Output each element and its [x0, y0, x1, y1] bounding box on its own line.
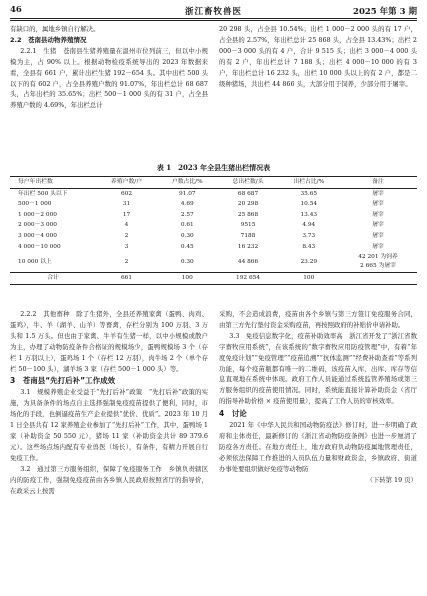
left-column-top: [10, 24, 208, 111]
table-cell: 4.69: [180, 201, 194, 208]
table-cell: 3: [124, 243, 129, 250]
table-cell: 4: [124, 222, 129, 229]
page-number: 46: [10, 5, 22, 15]
table-cell: 3.73: [302, 232, 316, 239]
table-cell: 0.45: [180, 243, 194, 250]
table-cell: 100: [181, 275, 193, 282]
table-cell: 2.57: [180, 211, 194, 218]
table-row: [10, 242, 417, 253]
table-cell: 0.61: [180, 222, 194, 229]
table-cell: 602: [120, 190, 133, 197]
table-cell: 屠宰: [372, 232, 384, 239]
column-header: 总出栏数/头: [232, 179, 264, 185]
paragraph: 采购，不会造成浪费，疫苗由各个乡镇与第三方签订免疫服务合同，由第三方先行垫付资金采购疫苗，再按照政府的补贴价申请补助。: [219, 310, 417, 329]
column-header: 出栏占比/%: [293, 179, 325, 185]
table-row: [10, 220, 417, 231]
paragraph: 20 298 头，占全县 10.54%；出栏 1 000－2 000 头的有 17 户，占全县的 2.57%，年出栏总计 25 868 头，占全县 13.43%；出栏 2 000－3 000 头的有 4 户，合计 9 515 头；出栏 3 000－4 000 头的有 2 户，年出栏总计 7 188 头；出栏 4 000－10 000 的有 3 户，年出栏总计 16 232 头，出栏 10 000 头以上的有 2 户，都是二级种猪场，共出栏 44 866 头，大部分用于饲养，少部分用于屠宰。: [219, 25, 417, 88]
hog-slaughter-table: [10, 176, 417, 285]
table-cell: 4 000－10 000: [18, 243, 61, 250]
table-total-row: [10, 273, 417, 285]
table-cell: 合计: [47, 275, 59, 282]
section-heading: 3 苍南县“先打后补”工作成效: [10, 376, 116, 386]
table-row: [10, 231, 417, 242]
table-caption: 表 1 2023 年全县生猪出栏情况表: [156, 163, 271, 172]
right-column-top: [219, 24, 417, 89]
table-row: [10, 199, 417, 210]
table-header-row: [10, 177, 417, 189]
section-heading: 2.2 苍南县动物养殖情况: [10, 35, 87, 44]
paragraph: 3.2 通过第三方服务组织，保障了免疫服务工作 乡镇负责辖区内的防疫工作，强制免疫疫苗由各乡镇人民政府按照省厅的指导价，在政采云上按需: [10, 464, 208, 495]
table-cell: 68 687: [237, 190, 259, 197]
table-cell: 9515: [240, 222, 256, 229]
paragraph: 3.3 免疫信息数字化，疫苗补助效率高 浙江省开发了“浙江省数字畜牧应用系统”，在该系统的“数字畜牧应用防疫管理”中，有着“年度免疫计划”“免疫管理”“疫苗追溯”“抗体监测”“经费补助查看”等系列功能，每个疫苗瓶都有唯一的二维码，该疫苗入库、出库、库存等信息直观地在系统中体现。政府工作人员能通过系统监管养殖场或第三方服务组织的疫苗使用情况。同时，系统能直接计算补助资金（省厅的指导补助价格 × 疫苗使用量），提高了工作人员的审核效率。: [219, 331, 417, 406]
table-cell: 35.65: [300, 190, 318, 197]
table-cell: 0.30: [180, 258, 194, 265]
table-cell: 91.07: [178, 190, 196, 197]
table-cell: 年出栏 500 头以下: [18, 190, 68, 197]
table-cell: 屠宰: [372, 243, 384, 250]
table-cell: 屠宰: [372, 211, 384, 218]
table-cell: 17: [122, 211, 131, 218]
paragraph: 2.2.2 其他畜种 除了生猪外，全县还养殖家禽（蛋鸭、肉鸡、蛋鸡），牛、羊（湖羊、山羊）等畜禽，存栏分别为 100 万羽、3 万头和 1.5 万头。但也由于家禽、牛羊有生猪一样，以中小规模或散户为主，办理了动物防疫条件合格证的规模场少，蛋鸭规模场 3 个（存栏 1 万羽以上），蛋鸡场 1 个（存栏 12 万羽），肉牛场 2 个（单个存栏 50－100 头），湖羊场 3 家（存栏 500－1 000 头）等。: [10, 310, 208, 373]
table-cell: 25 868: [237, 211, 259, 218]
header-rule-thin: [10, 20, 417, 21]
journal-title: 浙江畜牧兽医: [184, 7, 242, 17]
table-cell: 661: [120, 275, 133, 282]
paragraph: 3.1 规模养殖企业受益于“先打后补”政策 “先打后补”政策的实施，为具备条件的场点自主选择强制免疫疫苗提供了便利，同时，市场化的手段，也倒逼疫苗生产企业提供“优价、优质”。2023 年 10 月1 日全县共有 12 家养殖企业参加了“先打后补”工作，其中，蛋鸭场 1 家（补助资金 50 550 元），猪场 11 家（补助资金共计 89 379.6 元）。这些场点场内配有专业兽医（场长），有条件，有精力开展自行免疫工作。: [10, 388, 208, 462]
table-cell-note: 42 201 为饲养 2 665 为屠宰: [358, 254, 398, 270]
table-cell: 2: [124, 258, 129, 265]
section-heading: 4 讨论: [219, 409, 247, 419]
table-cell: 10.54: [300, 201, 318, 208]
table-cell: 500－1 000: [18, 201, 52, 208]
table-cell: 2: [124, 232, 129, 239]
right-column-bottom: [219, 309, 417, 486]
paragraph: 2.2.1 生猪 苍南县生猪养殖量在温州市位列前三，但以中小规模为主，占 90% 以上。根据动物检疫系统导出的 2023 年数据来看，全县有 661 户，累计出栏生猪 192－654 头。其中出栏 500 头以下的有 602 户，占全县养殖户数的 91.07%，年出栏总计 68 687 头，占年出栏的 35.65%；出栏 500－1 000 头的有 31 户，占全县养殖户数的 4.69%，年出栏总计: [10, 46, 208, 110]
table-cell: 16 232: [237, 243, 259, 250]
table-cell: 4.94: [302, 222, 316, 229]
table-cell: [339, 273, 417, 285]
column-header: 户数占比/%: [171, 179, 203, 185]
table-cell: 1 000－2 000: [18, 211, 57, 218]
table-cell: 44 866: [237, 258, 259, 265]
table-row: [10, 252, 417, 273]
column-header: 每户年出栏数: [18, 179, 53, 185]
column-header: 养殖户数/户: [111, 179, 142, 185]
table-cell: 10 000 以上: [18, 258, 52, 265]
column-header: 备注: [372, 179, 384, 185]
table-row: [10, 188, 417, 199]
table-cell: 23.29: [300, 258, 318, 265]
table-cell: 2 000－3 000: [18, 222, 57, 229]
table-cell: 8.43: [302, 243, 316, 250]
table-cell: 31: [122, 201, 131, 208]
header-rule: [10, 18, 417, 19]
table-cell: 13.43: [300, 211, 318, 218]
table-row: [10, 210, 417, 221]
table-cell: 7188: [240, 232, 256, 239]
table-cell: 屠宰: [372, 201, 384, 208]
continuation-note: （下转第 19 页）: [366, 475, 417, 484]
page-header: [10, 5, 417, 18]
left-column-bottom: [10, 309, 208, 497]
table-cell: 100: [303, 275, 315, 282]
table-cell: 3 000－4 000: [18, 232, 57, 239]
table-cell: 0.30: [180, 232, 194, 239]
table-cell: 20 298: [237, 201, 259, 208]
paragraph: 有缺口的，属地乡镇自行解决。: [10, 25, 100, 33]
table-cell: 192 654: [236, 275, 261, 282]
issue-label: 2025 年第 3 期: [353, 7, 417, 17]
paragraph: 2021 年《中华人民共和国动物防疫法》修订时，进一步明确了政府和主体责任，最新修订的《浙江省动物防疫条例》也进一步厘清了防疫各方责任。在地方责任上，地方政府负动物防疫属地管理责任，必须依法保障工作推进的人员队伍力量和财政资金，乡镇政府、街道办事处要组织做好免疫等动物防: [219, 421, 417, 473]
table-cell: 屠宰: [372, 222, 384, 229]
table-cell: 屠宰: [372, 190, 384, 197]
